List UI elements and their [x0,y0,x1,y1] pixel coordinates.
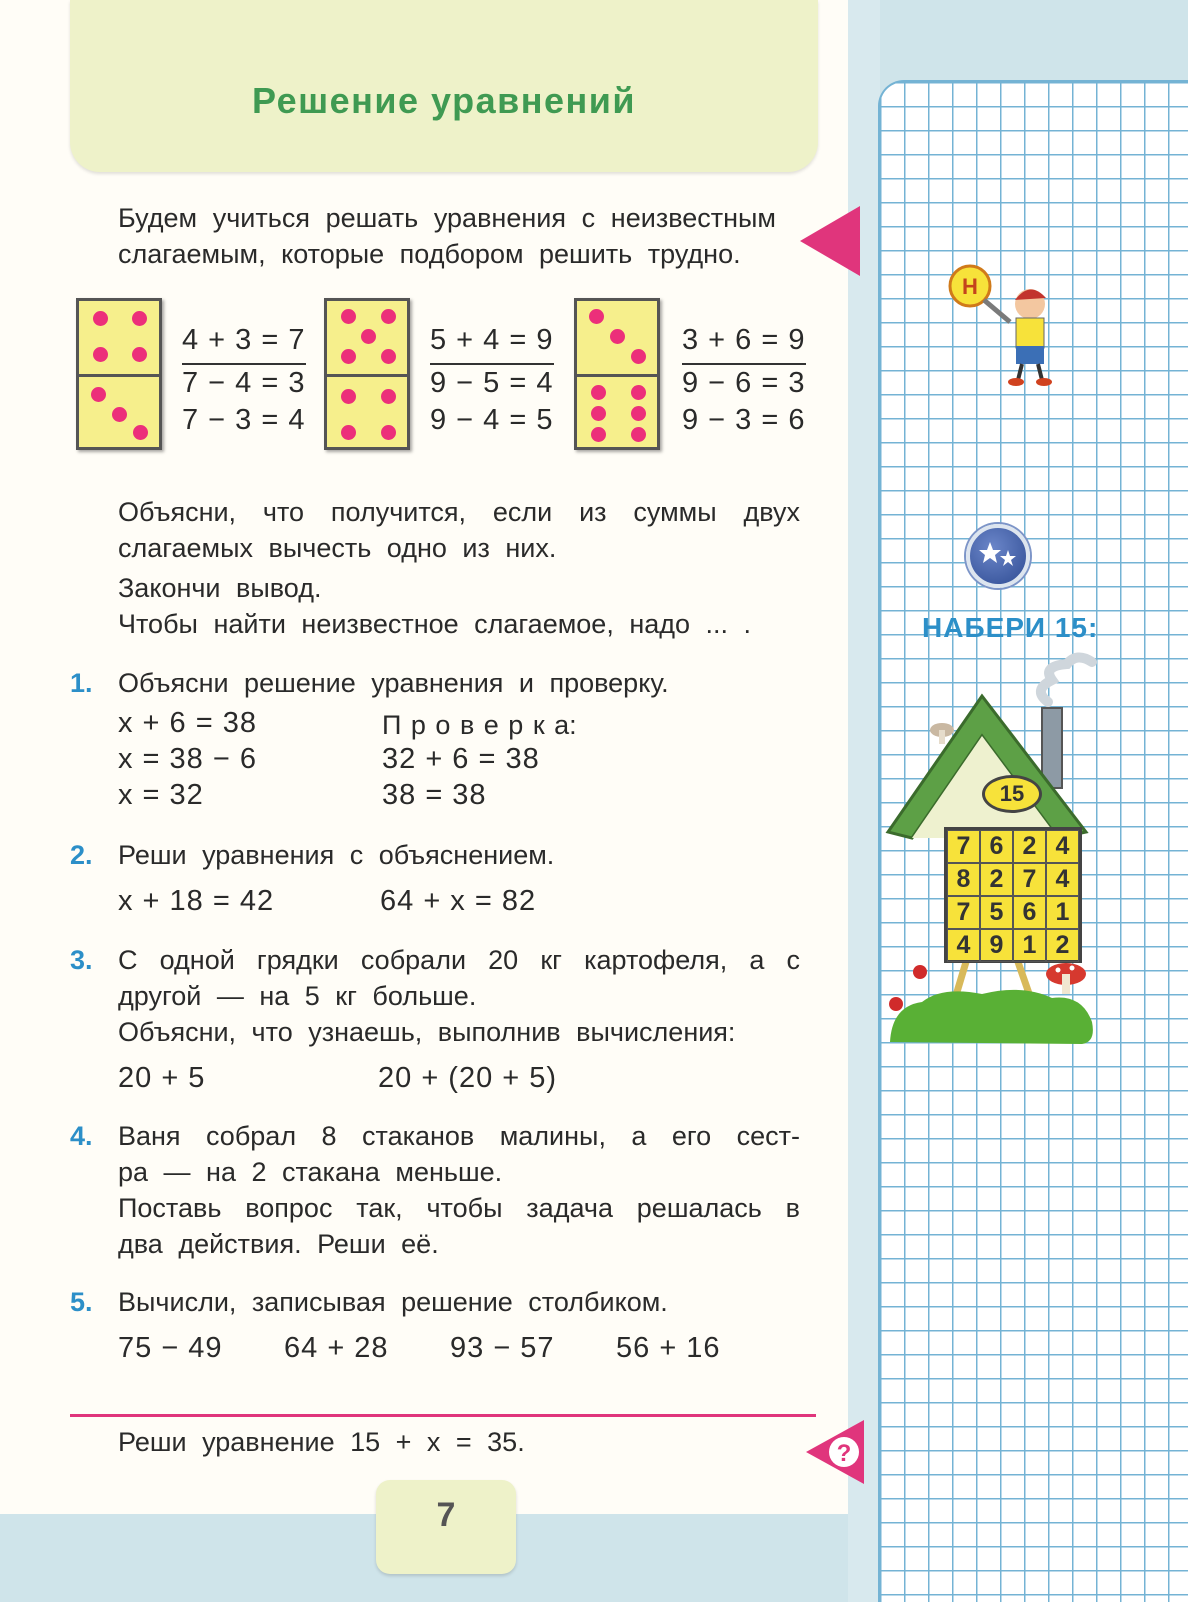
sidebar-title: НАБЕРИ 15: [922,612,1099,643]
task-5-expr-4: 56 + 16 [616,1332,721,1364]
task-4-line-1: Ваня собрал 8 стаканов малины, а его сест- [118,1121,800,1151]
task-1-text: Объясни решение уравнения и проверку. [118,668,669,698]
magic-cell: 7 [947,896,980,929]
explain-line-2: слагаемых вычесть одно из них. [118,533,557,563]
page-number-tab [376,1480,516,1574]
domino-3-eq-diff-2: 9 − 3 = 6 [682,404,806,436]
domino-3-eq-sum: 3 + 6 = 9 [682,322,806,365]
intro-line-2: слагаемым, которые подбором решить трудно. [118,239,741,269]
pink-divider [70,1414,816,1417]
task-1-solution-1: x + 6 = 38 [118,707,257,739]
task-2-number: 2. [70,840,93,870]
magic-cell: 8 [947,863,980,896]
magic-cell: 6 [1013,896,1046,929]
task-3-expr-2: 20 + (20 + 5) [378,1062,558,1094]
domino-1-equations [182,322,306,439]
domino-3-6 [574,298,660,450]
magic-cell: 2 [1013,830,1046,863]
task-1-solution-3: x = 32 [118,779,204,811]
task-3-number: 3. [70,945,93,975]
page-number: 7 [436,1496,456,1534]
magic-cell: 7 [947,830,980,863]
magic-cell: 2 [1046,929,1079,962]
task-1-check-label: П р о в е р к а: [382,710,577,740]
task-3-line-3: Объясни, что узнаешь, выполнив вычисления: [118,1017,736,1047]
task-1-number: 1. [70,668,93,698]
domino-5-4 [324,298,410,450]
task-5-expr-3: 93 − 57 [450,1332,555,1364]
bonus-task: Реши уравнение 15 + x = 35. [118,1427,525,1457]
magic-cell: 1 [1046,896,1079,929]
task-3-line-2: другой — на 5 кг больше. [118,981,477,1011]
domino-2-eq-diff-1: 9 − 5 = 4 [430,367,554,399]
conclusion-line-2: Чтобы найти неизвестное слагаемое, надо ... . [118,609,752,639]
explain-line-1: Объясни, что получится, если из суммы двух [118,497,800,527]
magic-cell: 4 [1046,830,1079,863]
task-2-eq-1: x + 18 = 42 [118,885,275,917]
intro-line-1: Будем учиться решать уравнения с неизвестным [118,203,776,233]
magic-cell: 4 [1046,863,1079,896]
task-5-expr-1: 75 − 49 [118,1332,223,1364]
task-2-text: Реши уравнения с объяснением. [118,840,555,870]
task-4-line-2: ра — на 2 стакана меньше. [118,1157,503,1187]
house-target-number: 15 [982,775,1042,813]
pink-pointer-icon [800,206,862,276]
magic-cell: 7 [1013,863,1046,896]
domino-1-eq-diff-1: 7 − 4 = 3 [182,367,306,399]
domino-2-equations [430,322,554,439]
magic-cell: 5 [980,896,1013,929]
task-3-expr-1: 20 + 5 [118,1062,206,1094]
domino-1-eq-diff-2: 7 − 3 = 4 [182,404,306,436]
task-1-check-1: 32 + 6 = 38 [382,743,540,775]
magic-cell: 1 [1013,929,1046,962]
question-pointer-icon [806,1420,866,1484]
task-1-solution-2: x = 38 − 6 [118,743,257,775]
stars-badge-icon [966,524,1030,588]
domino-2-eq-diff-2: 9 − 4 = 5 [430,404,554,436]
page-title: Решение уравнений [251,80,637,121]
domino-4-3 [76,298,162,450]
domino-3-equations [682,322,806,439]
task-5-expr-2: 64 + 28 [284,1332,389,1364]
magic-cell: 4 [947,929,980,962]
task-2-eq-2: 64 + x = 82 [380,885,537,917]
domino-2-eq-sum: 5 + 4 = 9 [430,322,554,365]
domino-1-eq-sum: 4 + 3 = 7 [182,322,306,365]
domino-3-eq-diff-1: 9 − 6 = 3 [682,367,806,399]
task-5-text: Вычисли, записывая решение столбиком. [118,1287,668,1317]
character-magnifier-icon [948,264,1080,388]
title-banner [70,0,818,172]
conclusion-line-1: Закончи вывод. [118,573,322,603]
task-4-line-4: два действия. Реши её. [118,1229,439,1259]
task-3-line-1: С одной грядки собрали 20 кг картофеля, а с [118,945,800,975]
task-1-check-2: 38 = 38 [382,779,487,811]
magic-cell: 6 [980,830,1013,863]
magic-cell: 2 [980,863,1013,896]
task-4-line-3: Поставь вопрос так, чтобы задача решалась в [118,1193,800,1223]
magic-square [944,827,1082,963]
task-4-number: 4. [70,1121,93,1151]
question-mark: ? [836,1440,852,1467]
badge-letter: Н [962,274,978,299]
magic-cell: 9 [980,929,1013,962]
task-5-number: 5. [70,1287,93,1317]
